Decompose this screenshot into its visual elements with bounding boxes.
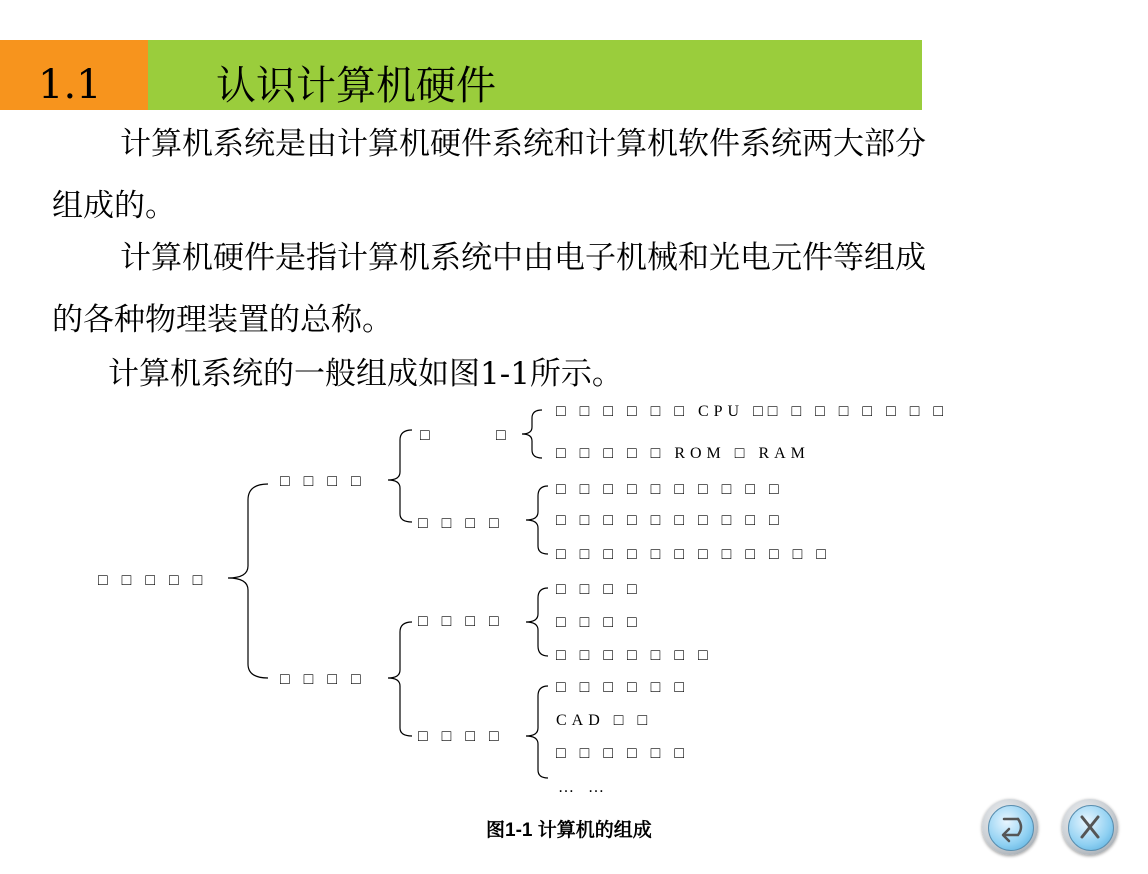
peripheral-brace bbox=[526, 486, 548, 554]
leaf-peripheral-3: □ □ □ □ □ □ □ □ □ □ □ □ bbox=[556, 546, 831, 563]
close-x-icon bbox=[1068, 805, 1112, 849]
node-host-2: □ bbox=[496, 427, 511, 444]
leaf-cpu: □ □ □ □ □ □ CPU □□ □ □ □ □ □ □ □ bbox=[556, 403, 949, 420]
back-arrow-icon bbox=[988, 805, 1032, 849]
paragraph-3: 计算机系统的一般组成如图1-1所示。 bbox=[108, 356, 623, 392]
software-brace bbox=[388, 622, 412, 736]
leaf-system-3: □ □ □ □ □ □ □ bbox=[556, 647, 713, 664]
leaf-app-1: □ □ □ □ □ □ bbox=[556, 679, 689, 696]
system-software-brace bbox=[526, 588, 548, 656]
paragraph-2-line-2: 的各种物理装置的总称。 bbox=[52, 302, 393, 338]
application-software-brace bbox=[526, 686, 548, 778]
leaf-app-3: □ □ □ □ □ □ bbox=[556, 745, 689, 762]
host-brace bbox=[522, 410, 542, 458]
paragraph-1-line-2: 组成的。 bbox=[52, 188, 176, 224]
figure-caption: 图1-1 计算机的组成 bbox=[486, 820, 652, 841]
close-button[interactable] bbox=[1062, 799, 1118, 855]
leaf-app-more: … … bbox=[558, 779, 609, 796]
node-hardware: □ □ □ □ bbox=[280, 473, 366, 490]
section-title: 认识计算机硬件 bbox=[216, 63, 496, 109]
leaf-peripheral-1: □ □ □ □ □ □ □ □ □ □ bbox=[556, 481, 784, 498]
paragraph-2-line-1: 计算机硬件是指计算机系统中由电子机械和光电元件等组成 bbox=[120, 240, 926, 276]
node-host: □ bbox=[420, 427, 435, 444]
node-computer-system: □ □ □ □ □ bbox=[98, 572, 208, 589]
node-peripherals: □ □ □ □ bbox=[418, 515, 504, 532]
back-button[interactable] bbox=[982, 799, 1038, 855]
section-number: 1.1 bbox=[0, 40, 148, 110]
leaf-memory: □ □ □ □ □ ROM □ RAM bbox=[556, 445, 810, 462]
tree-braces bbox=[228, 410, 548, 778]
root-brace bbox=[228, 484, 268, 678]
node-application-software: □ □ □ □ bbox=[418, 728, 504, 745]
node-software: □ □ □ □ bbox=[280, 671, 366, 688]
paragraph-1-line-1: 计算机系统是由计算机硬件系统和计算机软件系统两大部分 bbox=[120, 126, 926, 162]
leaf-system-2: □ □ □ □ bbox=[556, 614, 642, 631]
leaf-peripheral-2: □ □ □ □ □ □ □ □ □ □ bbox=[556, 512, 784, 529]
leaf-app-2: CAD □ □ bbox=[556, 712, 653, 729]
hardware-brace bbox=[388, 430, 412, 522]
leaf-system-1: □ □ □ □ bbox=[556, 581, 642, 598]
node-system-software: □ □ □ □ bbox=[418, 613, 504, 630]
